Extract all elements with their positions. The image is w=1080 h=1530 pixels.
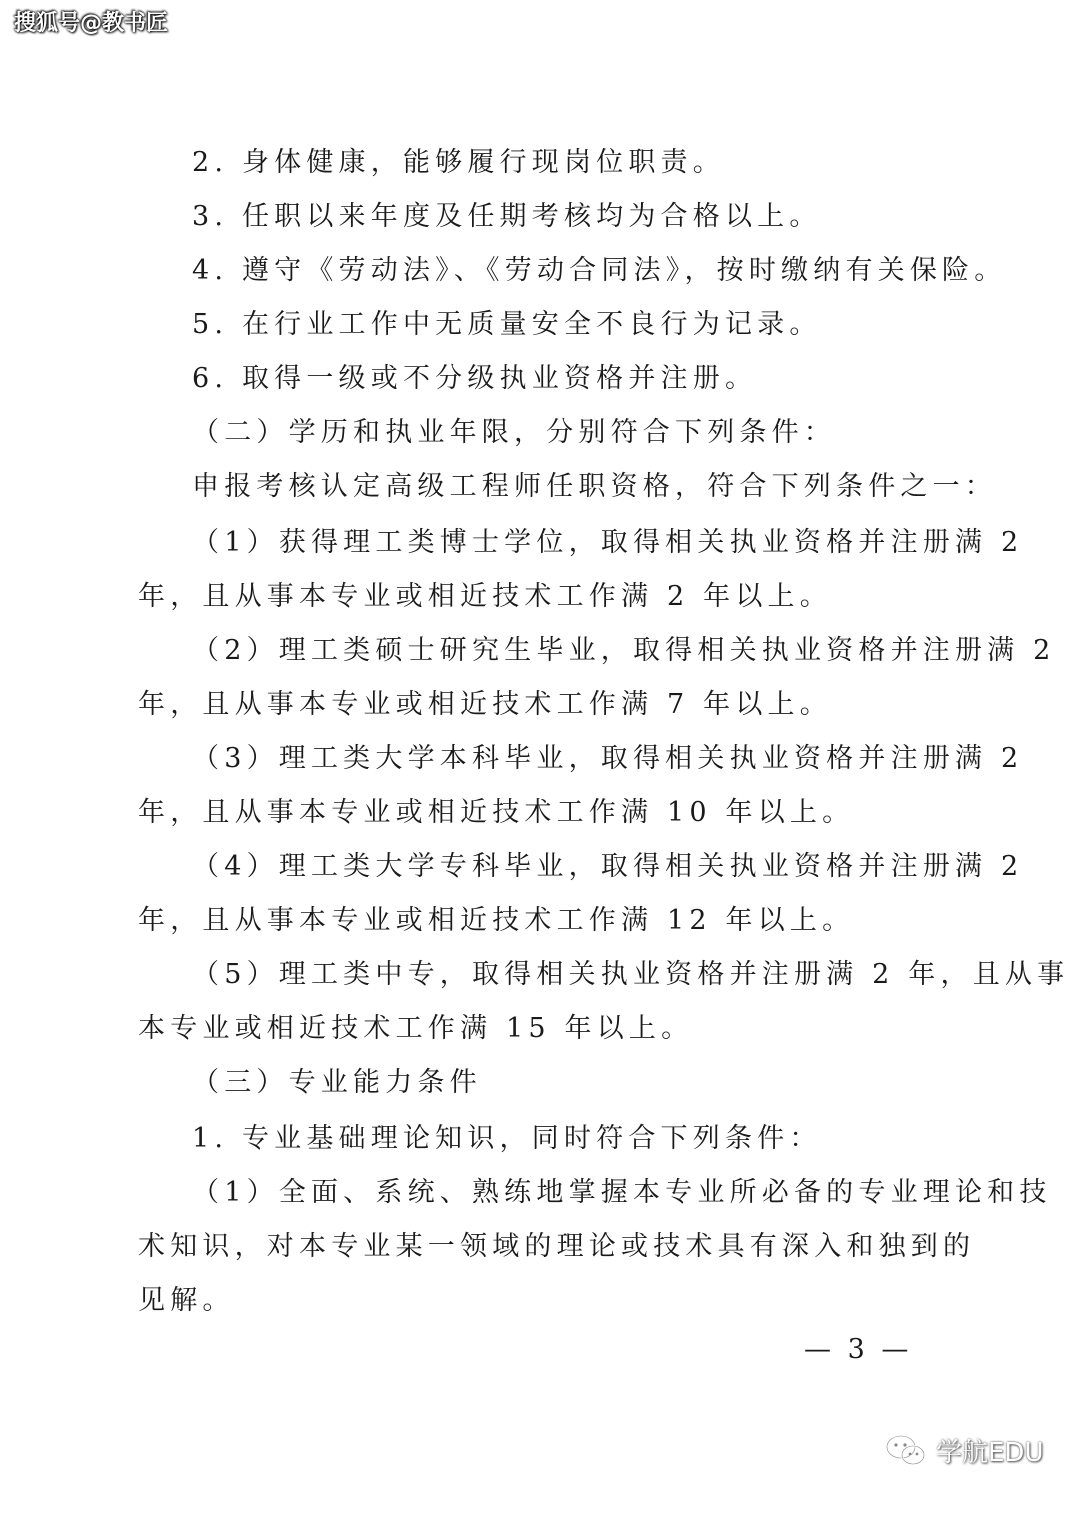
brand-watermark bbox=[884, 1432, 1043, 1469]
text-line: 4. 遵守《劳动法》、《劳动合同法》，按时缴纳有关保险。 bbox=[192, 255, 1007, 286]
text-line: 1. 专业基础理论知识，同时符合下列条件： bbox=[192, 1123, 822, 1154]
text-line: （5）理工类中专，取得相关执业资格并注册满 2 年，且从事 bbox=[192, 959, 1070, 990]
text-line: 6. 取得一级或不分级执业资格并注册。 bbox=[192, 363, 758, 394]
text-line: 见解。 bbox=[138, 1285, 235, 1316]
page-number: — 3 — bbox=[804, 1334, 913, 1365]
wechat-icon bbox=[884, 1433, 928, 1469]
text-line: 本专业或相近技术工作满 15 年以上。 bbox=[138, 1013, 694, 1044]
text-line: 术知识，对本专业某一领域的理论或技术具有深入和独到的 bbox=[138, 1231, 976, 1262]
text-line: （2）理工类硕士研究生毕业，取得相关执业资格并注册满 2 bbox=[192, 635, 1056, 666]
brand-label: 学航EDU bbox=[936, 1438, 1044, 1468]
text-line: 年，且从事本专业或相近技术工作满 12 年以上。 bbox=[138, 905, 855, 936]
text-line: 申报考核认定高级工程师任职资格，符合下列条件之一： bbox=[192, 471, 997, 502]
text-line: 年，且从事本专业或相近技术工作满 10 年以上。 bbox=[138, 797, 855, 828]
text-line: 3. 任职以来年度及任期考核均为合格以上。 bbox=[192, 201, 822, 232]
text-line: （1）获得理工类博士学位，取得相关执业资格并注册满 2 bbox=[192, 527, 1024, 558]
source-watermark: 搜狐号@教书匠 bbox=[14, 11, 169, 36]
text-line: 年，且从事本专业或相近技术工作满 2 年以上。 bbox=[138, 581, 832, 612]
section-heading: （三）专业能力条件 bbox=[192, 1067, 482, 1098]
section-heading: （二）学历和执业年限，分别符合下列条件： bbox=[192, 417, 836, 448]
text-line: （4）理工类大学专科毕业，取得相关执业资格并注册满 2 bbox=[192, 851, 1024, 882]
text-line: （3）理工类大学本科毕业，取得相关执业资格并注册满 2 bbox=[192, 743, 1024, 774]
text-line: 年，且从事本专业或相近技术工作满 7 年以上。 bbox=[138, 689, 832, 720]
text-line: （1）全面、系统、熟练地掌握本专业所必备的专业理论和技 bbox=[192, 1177, 1052, 1208]
text-line: 5. 在行业工作中无质量安全不良行为记录。 bbox=[192, 309, 822, 340]
text-line: 2. 身体健康，能够履行现岗位职责。 bbox=[192, 147, 725, 178]
